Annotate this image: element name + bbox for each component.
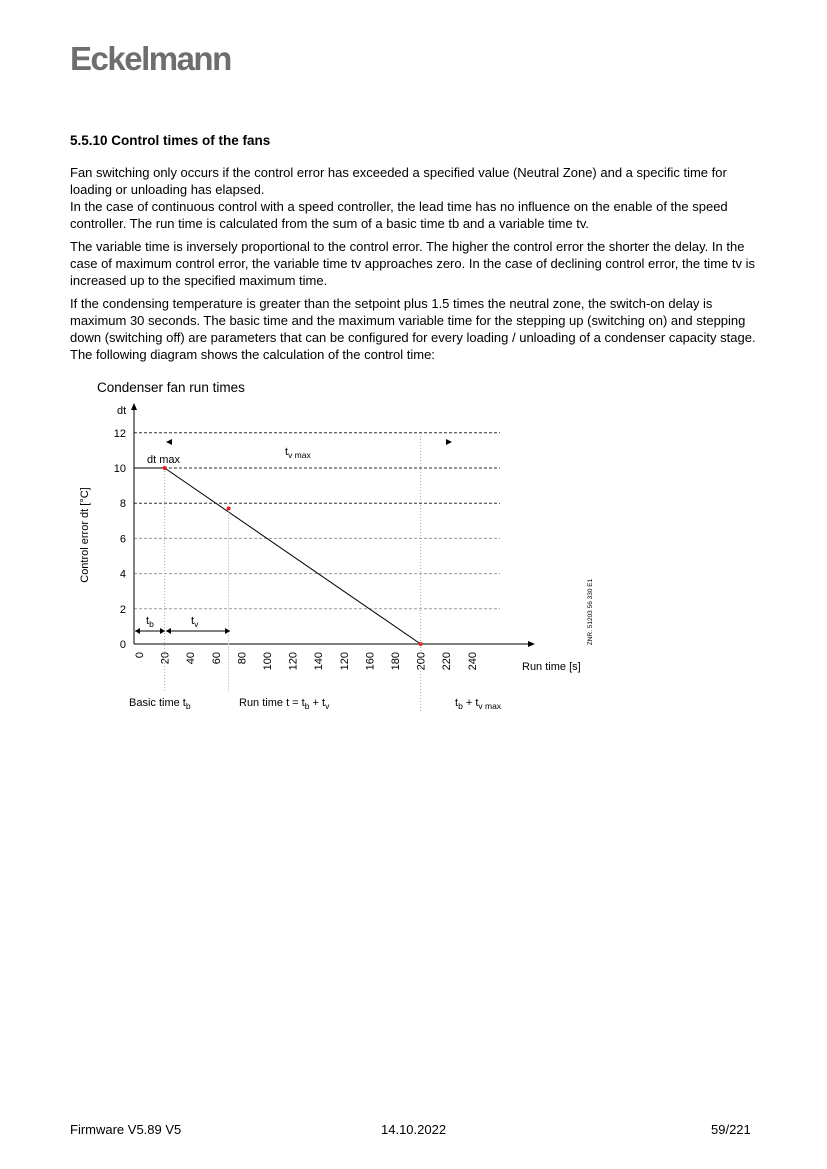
x-tick-label: 80 (236, 652, 249, 665)
x-axis-arrow-icon (528, 641, 535, 647)
x-tick-label: 60 (210, 652, 223, 665)
dt-max-label: dt max (147, 454, 181, 466)
x-tick-label: 120 (287, 652, 300, 671)
run-time-formula-label: Run time $t = t_b + t_v$ (239, 697, 330, 711)
footer-firmware: Firmware V5.89 V5 (70, 1122, 182, 1137)
y-tick-label: 2 (119, 603, 126, 616)
footer-page-number: 59/221 (711, 1122, 751, 1137)
paragraph: If the condensing temperature is greater than the setpoint plus 1.5 times the neutral zone, the switch-on delay is maximum 30 seconds. The basic time and the maximum variable time for the stepping up (switching on) and stepping down (switching off) are parameters that can be configured for every loading / unloading of a condenser capacity stage. The following diagram shows the calculation of the control time: (70, 296, 756, 362)
y-axis-arrow-icon (131, 403, 137, 410)
eckelmann-logo: Eckelmann (70, 40, 231, 77)
section-title: 5.5.10 Control times of the fans (70, 133, 271, 148)
chart-title: Condenser fan run times (97, 380, 245, 395)
tv-max-label: $t_{v max}$ (285, 446, 311, 460)
tv-label: $t_v$ (191, 615, 199, 629)
paragraph: Fan switching only occurs if the control error has exceeded a specified value (Neutral Zone) and a specific time for loading or unloading has elapsed. In the case of continuous control with a speed controller, the lead time has no influence on the enable of the speed controller. The run time is calculated from the sum of a basic time tb and a variable time tv. (70, 165, 728, 231)
tb-label: $t_b$ (146, 615, 154, 629)
x-tick-label: 40 (185, 652, 198, 665)
y-tick-label: 0 (119, 639, 126, 651)
x-tick-label: 180 (390, 652, 402, 671)
y-axis-label: Control error dt [°C] (79, 487, 91, 583)
data-point (163, 466, 167, 470)
x-tick-label: 100 (262, 652, 274, 671)
arrow-right-icon (446, 439, 452, 445)
tb-plus-tvmax-label: $t_b + t_{v max}$ (455, 697, 502, 711)
paragraph: The variable time is inversely proportional to the control error. The higher the control error the shorter the delay. In the case of maximum control error, the variable time tv approaches zero. In the case of declining control error, the time tv is increased up to the specified maximum time. (70, 239, 755, 288)
x-tick-label: 160 (364, 652, 377, 671)
footer-date: 14.10.2022 (381, 1122, 447, 1137)
y-tick-label: 8 (119, 498, 126, 511)
arrow-left-icon (166, 439, 172, 445)
series-line (134, 468, 421, 644)
x-tick-label: 220 (441, 652, 454, 671)
basic-time-label: Basic time $t_b$ (129, 697, 191, 711)
data-point (227, 506, 231, 510)
y-tick-label: 6 (119, 533, 126, 546)
x-tick-label: 120 (338, 652, 351, 671)
x-tick-label: 140 (313, 652, 326, 671)
x-tick-label: 0 (134, 652, 146, 659)
x-axis-label: Run time [s] (522, 661, 581, 673)
y-tick-label: 12 (113, 427, 126, 440)
y-tick-label: 4 (119, 568, 126, 581)
x-tick-label: 240 (466, 652, 479, 671)
x-tick-label: 200 (415, 652, 428, 671)
figure-id: ZNR. 51203 56 330 E1 (587, 578, 594, 646)
y-tick-label: 10 (113, 463, 126, 475)
y-axis-top-label: dt (117, 405, 127, 417)
x-tick-label: 20 (159, 652, 172, 665)
